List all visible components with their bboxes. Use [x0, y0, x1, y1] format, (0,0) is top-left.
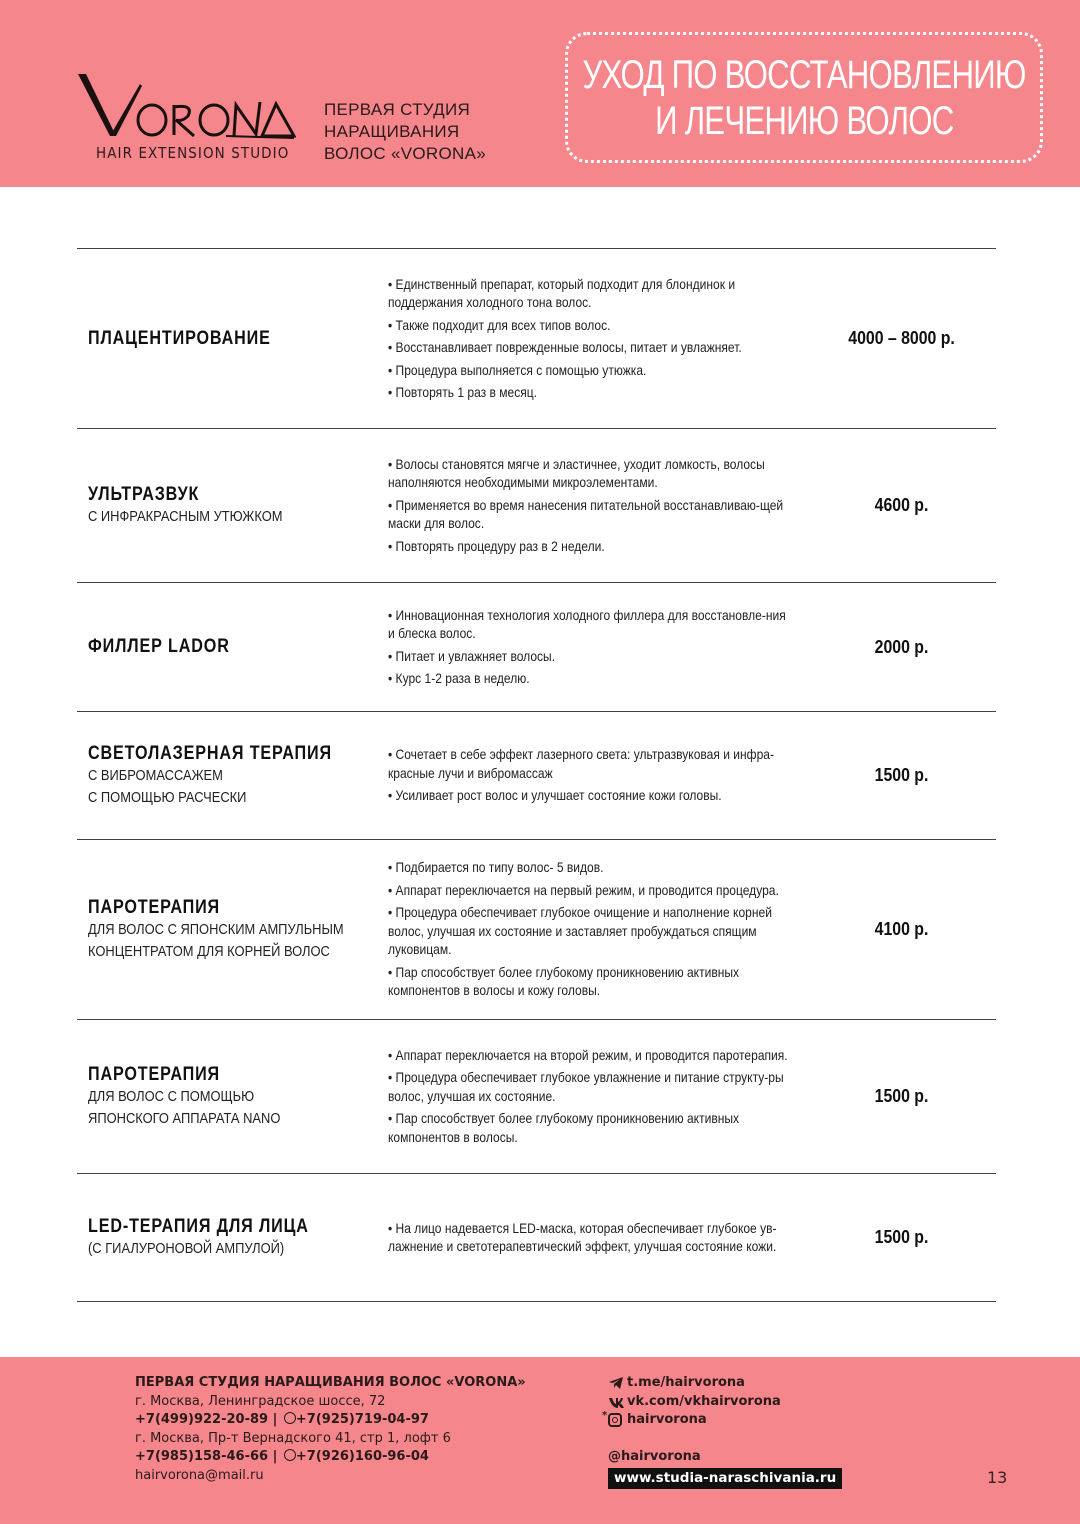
studio-name: ПЕРВАЯ СТУДИЯ НАРАЩИВАНИЯ ВОЛОС «VORONA»	[135, 1375, 526, 1390]
service-bullet: • Пар способствует более глубокому проникновению активных компонентов в волосы и кожу головы.	[388, 963, 740, 999]
service-subtitle: (С ГИАЛУРОНОВОЙ АМПУЛОЙ)	[88, 1239, 285, 1257]
logo-subtitle: HAIR EXTENSION STUDIO	[96, 144, 290, 162]
service-bullet: • Применяется во время нанесения питательной восстанавливаю-щей маски для волос.	[388, 496, 784, 532]
service-name: ФИЛЛЕР LADOR	[88, 636, 230, 657]
service-price-cell	[787, 765, 996, 786]
services-table	[77, 248, 996, 1302]
service-price-cell	[787, 328, 996, 349]
service-row	[77, 1019, 996, 1173]
telegram-label: t.me/hairvorona	[627, 1375, 745, 1390]
service-bullet: • Сочетает в себе эффект лазерного света: ультразвуковая и инфра-красные лучи и вибромассаж	[388, 746, 774, 781]
vk-link[interactable]	[608, 1393, 842, 1412]
service-bullet: • Процедура обеспечивает глубокое увлажнение и питание структу-ры волос, улучшая их состояние.	[388, 1069, 784, 1104]
service-price: 2000 р.	[874, 636, 929, 657]
service-name: ПАРОТЕРАПИЯ	[88, 1063, 221, 1085]
separator: |	[272, 1449, 278, 1464]
phones-line	[135, 1448, 526, 1467]
phones-line	[135, 1411, 526, 1430]
service-subtitle: ДЛЯ ВОЛОС С ЯПОНСКИМ АМПУЛЬНЫМ	[88, 920, 344, 938]
vorona-logo	[76, 70, 296, 165]
service-description	[377, 1043, 787, 1151]
service-bullet: • Процедура обеспечивает глубокое очищение и наполнение корней волос, улучшая их состояние и заставляет пробуждаться спящим луковицам.	[388, 904, 772, 958]
website-link[interactable]: www.studia-naraschivania.ru	[608, 1468, 842, 1489]
service-bullet: • Пар способствует более глубокому проникновению активных компонентов в волосы.	[388, 1110, 740, 1145]
service-row	[77, 428, 996, 582]
service-bullet: • Повторять процедуру раз в 2 недели.	[388, 537, 605, 554]
service-description	[377, 1216, 787, 1260]
service-bullet: • Единственный препарат, который подходит для блондинок и поддержания холодного тона волос.	[388, 275, 736, 310]
service-subtitle: КОНЦЕНТРАТОМ ДЛЯ КОРНЕЙ ВОЛОС	[88, 942, 330, 960]
service-subtitle: С ИНФРАКРАСНЫМ УТЮЖКОМ	[88, 507, 283, 525]
service-bullet: • Процедура выполняется с помощью утюжка.	[388, 361, 647, 378]
service-description	[377, 855, 787, 1004]
service-price-cell	[787, 919, 996, 940]
service-subtitle: ЯПОНСКОГО АППАРАТА NANO	[88, 1109, 281, 1127]
service-price: 4000 – 8000 р.	[848, 328, 955, 348]
service-description	[377, 603, 787, 692]
service-name: СВЕТОЛАЗЕРНАЯ ТЕРАПИЯ	[88, 742, 332, 764]
service-name-cell	[77, 1216, 377, 1260]
service-price: 1500 р.	[874, 1086, 929, 1106]
service-row	[77, 839, 996, 1019]
service-row	[77, 1173, 996, 1302]
service-bullet: • На лицо надевается LED-маска, которая обеспечивает глубокое ув-лажнение и светотерапевтический эффект, улучшая состояние кожи.	[388, 1219, 777, 1254]
studio-tagline	[324, 99, 486, 165]
whatsapp-icon	[284, 1449, 296, 1461]
tagline-line: ВОЛОС «VORONA»	[324, 144, 486, 163]
service-name-cell	[77, 636, 377, 658]
service-bullet: • Восстанавливает поврежденные волосы, питает и увлажняет.	[388, 339, 742, 355]
service-price: 4600 р.	[874, 495, 929, 515]
instagram-footnote-mark: *	[602, 1410, 608, 1421]
service-bullet: • Аппарат переключается на первый режим, и проводится процедура.	[388, 881, 779, 898]
service-bullet: • Волосы становятся мягче и эластичнее, уходит ломкость, волосы наполняются необходимыми микроэлементами.	[388, 455, 765, 491]
service-price-cell	[787, 1227, 996, 1248]
service-name-cell	[77, 484, 377, 528]
page-title	[565, 32, 1043, 163]
service-bullet: • Курс 1-2 раза в неделю.	[388, 670, 530, 686]
service-price-cell	[787, 495, 996, 516]
service-name-cell	[77, 897, 377, 963]
whatsapp-icon	[284, 1412, 296, 1424]
service-bullet: • Питает и увлажняет волосы.	[388, 647, 556, 664]
service-name: УЛЬТРАЗВУК	[88, 483, 200, 505]
telegram-icon	[608, 1376, 624, 1390]
service-subtitle: С ПОМОЩЬЮ РАСЧЕСКИ	[88, 788, 247, 806]
tagline-line: НАРАЩИВАНИЯ	[324, 122, 460, 141]
service-bullet: • Усиливает рост волос и улучшает состояние кожи головы.	[388, 787, 722, 804]
service-name-cell	[77, 743, 377, 809]
whatsapp-link[interactable]: +7(926)160-96-04	[295, 1449, 429, 1464]
service-price-cell	[787, 1086, 996, 1107]
service-name: LED-ТЕРАПИЯ ДЛЯ ЛИЦА	[88, 1215, 309, 1237]
instagram-icon	[608, 1413, 624, 1427]
instagram-label: hairvorona	[627, 1412, 707, 1427]
service-name-cell	[77, 1064, 377, 1130]
service-bullet: • Инновационная технология холодного филлера для восстановле-ния и блеска волос.	[388, 606, 786, 641]
service-name-cell	[77, 328, 377, 350]
service-price: 4100 р.	[874, 919, 929, 939]
instagram-link[interactable]	[602, 1410, 842, 1430]
address: г. Москва, Ленинградское шоссе, 72	[135, 1393, 386, 1409]
service-row	[77, 711, 996, 839]
service-price: 1500 р.	[874, 765, 929, 785]
address: г. Москва, Пр-т Вернадского 41, стр 1, лофт 6	[135, 1430, 451, 1446]
handle: @hairvorona	[608, 1448, 701, 1464]
service-bullet: • Повторять 1 раз в месяц.	[388, 384, 537, 400]
telegram-link[interactable]	[608, 1374, 842, 1393]
service-row	[77, 582, 996, 711]
service-price-cell	[787, 637, 996, 658]
service-bullet: • Также подходит для всех типов волос.	[388, 316, 611, 333]
whatsapp-link[interactable]: +7(925)719-04-97	[295, 1412, 429, 1427]
service-name: ПЛАЦЕНТИРОВАНИЕ	[88, 327, 271, 349]
service-subtitle: С ВИБРОМАССАЖЕМ	[88, 766, 223, 784]
service-subtitle: ДЛЯ ВОЛОС С ПОМОЩЬЮ	[88, 1087, 255, 1105]
vk-icon	[608, 1395, 624, 1409]
phone-link[interactable]: +7(499)922-20-89	[135, 1412, 269, 1427]
page-title-line: И ЛЕЧЕНИЮ ВОЛОС	[654, 98, 954, 143]
service-description	[377, 452, 787, 560]
footer	[0, 1357, 1080, 1524]
page-title-line: УХОД ПО ВОССТАНОВЛЕНИЮ	[582, 52, 1026, 97]
service-name: ПАРОТЕРАПИЯ	[88, 896, 221, 918]
vk-label: vk.com/vkhairvorona	[627, 1393, 781, 1409]
service-description	[377, 742, 787, 809]
contact-info	[135, 1374, 526, 1485]
vorona-logo-wordmark	[76, 70, 296, 140]
separator: |	[272, 1412, 278, 1427]
service-bullet: • Аппарат переключается на второй режим, и проводится паротерапия.	[388, 1046, 788, 1063]
service-bullet: • Подбирается по типу волос- 5 видов.	[388, 859, 604, 876]
phone-link[interactable]: +7(985)158-46-66	[135, 1449, 269, 1464]
service-row	[77, 248, 996, 428]
service-description	[377, 272, 787, 406]
page-number: 13	[987, 1468, 1008, 1487]
service-price: 1500 р.	[874, 1227, 929, 1247]
tagline-line: ПЕРВАЯ СТУДИЯ	[324, 100, 471, 119]
social-links	[602, 1374, 842, 1489]
header	[0, 0, 1080, 187]
email-link[interactable]: hairvorona@mail.ru	[135, 1467, 264, 1483]
